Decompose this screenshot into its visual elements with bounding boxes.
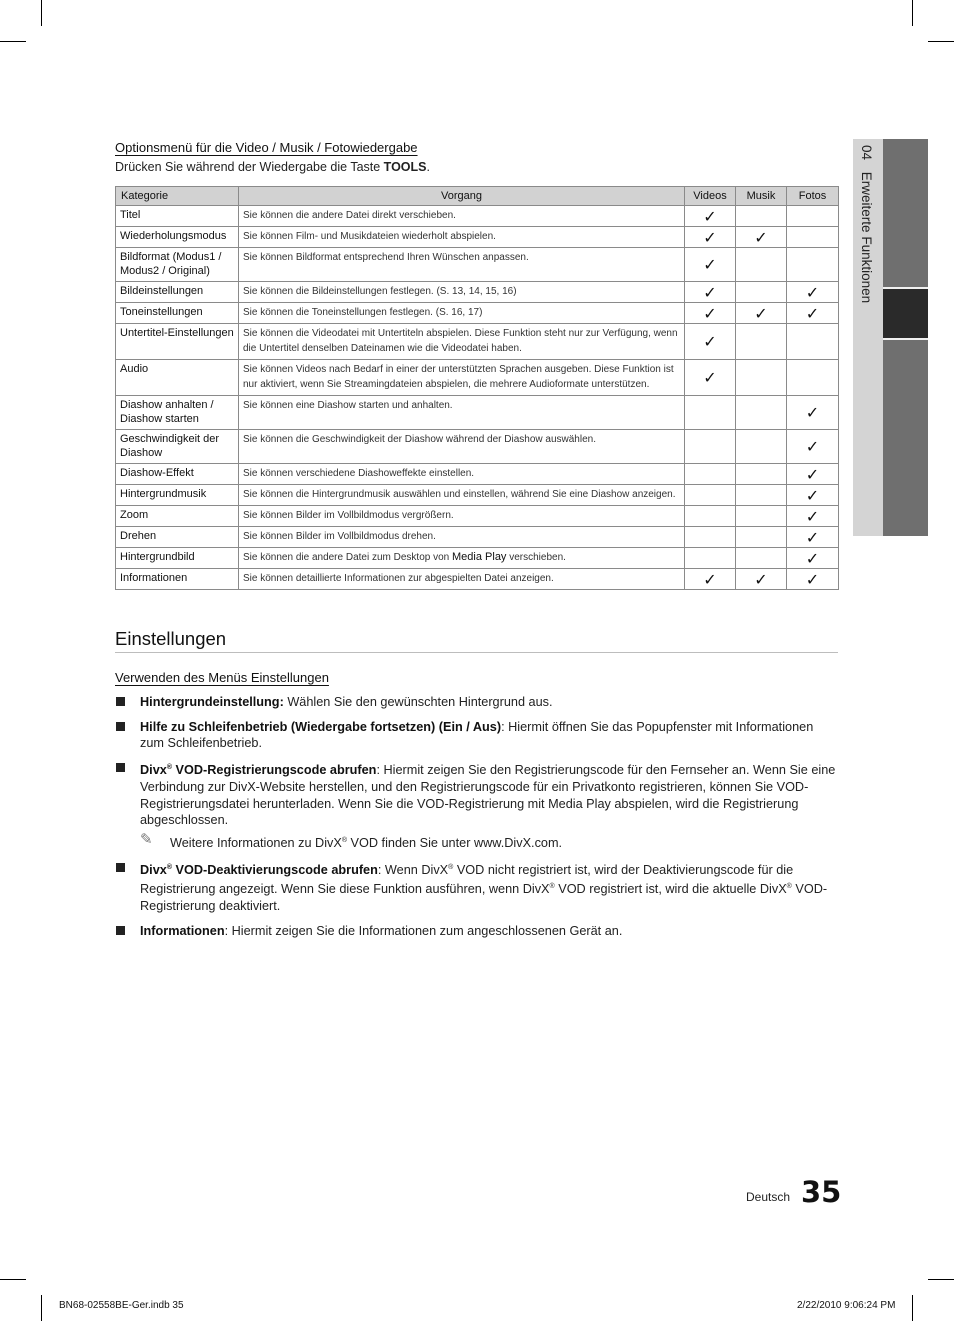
table-row (116, 569, 839, 590)
row-category: Diashow-Effekt (116, 464, 239, 485)
videos-check-empty (685, 506, 736, 527)
header-category: Kategorie (116, 187, 239, 206)
chapter-number: 04 (859, 145, 874, 161)
footer-language: Deutsch (746, 1190, 791, 1204)
photos-check-icon (787, 527, 839, 548)
photos-check-icon (787, 464, 839, 485)
intro-text: Drücken Sie während der Wiedergabe die Taste (115, 160, 384, 174)
music-check-empty (736, 206, 787, 227)
row-category: Drehen (116, 527, 239, 548)
photos-check-empty (787, 227, 839, 248)
row-description: Sie können die Hintergrundmusik auswählen und einstellen, während Sie eine Diashow anzeigen. (239, 485, 685, 506)
table-row (116, 506, 839, 527)
row-description: Sie können die Videodatei mit Untertiteln abspielen. Diese Funktion steht nur zur Verfügung, wenn die Untertitel denselben Dateinamen wie die Videodatei haben. (239, 324, 685, 360)
crop-mark (912, 0, 913, 26)
chapter-label (859, 145, 874, 303)
table-row (116, 485, 839, 506)
music-check-empty (736, 548, 787, 569)
header-procedure: Vorgang (239, 187, 685, 206)
list-item (115, 719, 838, 752)
row-description: Sie können die andere Datei zum Desktop von Media Play verschieben. (239, 548, 685, 569)
row-description: Sie können verschiedene Diashoweffekte einstellen. (239, 464, 685, 485)
videos-check-empty (685, 396, 736, 430)
photos-check-empty (787, 206, 839, 227)
music-check-icon (736, 569, 787, 590)
row-category: Audio (116, 360, 239, 396)
row-description: Sie können detaillierte Informationen zur abgespielten Datei anzeigen. (239, 569, 685, 590)
photos-check-empty (787, 324, 839, 360)
row-category: Toneinstellungen (116, 303, 239, 324)
bullet-square (116, 763, 125, 772)
table-row (116, 464, 839, 485)
item-text: : Hiermit zeigen Sie den Registrierungscode für den Fernseher an. Wenn Sie eine Verbindung zur DivX-Website herstellen, und den Registrierungscode für ein Privatkonto registrieren, können Sie VOD-Registrierungsdatei herunterladen. Wenn Sie die VOD-Registrierung mit Media Play abspielen, wird die Registrierung abgeschlossen. (140, 763, 836, 828)
music-check-empty (736, 248, 787, 282)
row-category: Untertitel-Einstellungen (116, 324, 239, 360)
photos-check-icon (787, 485, 839, 506)
table-row (116, 527, 839, 548)
row-description: Sie können Videos nach Bedarf in einer der unterstützten Sprachen ausgeben. Diese Funktion ist nur aktiviert, wenn Sie Streamingdateien abspielen, die mehrere Audioformate unterstützen. (239, 360, 685, 396)
videos-check-empty (685, 485, 736, 506)
row-category: Bildeinstellungen (116, 282, 239, 303)
videos-check-empty (685, 548, 736, 569)
settings-list (115, 694, 838, 947)
table-row (116, 396, 839, 430)
options-intro (115, 160, 430, 174)
note: ✎ Weitere Informationen zu DivX® VOD finden Sie unter www.DivX.com. (140, 830, 563, 851)
music-check-empty (736, 324, 787, 360)
row-description: Sie können Bilder im Vollbildmodus drehen. (239, 527, 685, 548)
table-row (116, 206, 839, 227)
videos-check-empty (685, 430, 736, 464)
table-row (116, 303, 839, 324)
page-number: 35 (801, 1175, 842, 1209)
videos-check-icon (685, 282, 736, 303)
videos-check-icon (685, 303, 736, 324)
chapter-side-tab (853, 139, 928, 536)
music-check-empty (736, 485, 787, 506)
header-videos: Videos (685, 187, 736, 206)
row-category: Titel (116, 206, 239, 227)
music-check-empty (736, 464, 787, 485)
options-menu-heading: Optionsmenü für die Video / Musik / Fotowiedergabe (115, 140, 418, 155)
music-check-empty (736, 396, 787, 430)
item-term: Divx® VOD-Deaktivierungscode abrufen (140, 863, 378, 878)
list-item (115, 760, 838, 852)
item-text: : Wenn DivX® VOD nicht registriert ist, wird der Deaktivierungscode für die Registrierung angezeigt. Wenn Sie diese Funktion ausführen, wenn DivX® VOD registriert ist, wird die aktuelle DivX® VOD-Registrierung deaktiviert. (140, 863, 828, 913)
chapter-marker (883, 289, 928, 338)
table-row (116, 548, 839, 569)
crop-mark (928, 1279, 954, 1280)
list-item (115, 694, 838, 711)
item-term: Hilfe zu Schleifenbetrieb (Wiedergabe fortsetzen) (Ein / Aus) (140, 719, 502, 734)
photos-check-icon (787, 282, 839, 303)
crop-mark (928, 41, 954, 42)
options-table (115, 186, 839, 590)
bullet-square (116, 697, 125, 706)
music-check-icon (736, 303, 787, 324)
list-item (115, 860, 838, 915)
music-check-empty (736, 527, 787, 548)
item-term: Informationen (140, 923, 225, 938)
table-row (116, 227, 839, 248)
print-date-info: 2/22/2010 9:06:24 PM (797, 1300, 896, 1311)
bullet-square (116, 722, 125, 731)
music-check-empty (736, 506, 787, 527)
header-photos: Fotos (787, 187, 839, 206)
videos-check-empty (685, 464, 736, 485)
intro-suffix: . (426, 160, 430, 174)
table-row (116, 282, 839, 303)
videos-check-icon (685, 569, 736, 590)
videos-check-icon (685, 227, 736, 248)
row-category: Bildformat (Modus1 / Modus2 / Original) (116, 248, 239, 282)
table-row (116, 324, 839, 360)
row-category: Informationen (116, 569, 239, 590)
table-row (116, 430, 839, 464)
music-check-empty (736, 360, 787, 396)
item-term: Divx® VOD-Registrierungscode abrufen (140, 763, 377, 778)
item-text: Wählen Sie den gewünschten Hintergrund aus. (283, 695, 553, 709)
photos-check-empty (787, 248, 839, 282)
row-description: Sie können die Geschwindigkeit der Diashow während der Diashow auswählen. (239, 430, 685, 464)
row-category: Wiederholungsmodus (116, 227, 239, 248)
item-text: : Hiermit öffnen Sie das Popupfenster mit Informationen zum Schleifenbetrieb. (140, 719, 814, 751)
crop-mark (41, 0, 42, 26)
photos-check-icon (787, 430, 839, 464)
crop-mark (0, 41, 26, 42)
item-term: Hintergrundeinstellung: (140, 695, 284, 709)
photos-check-icon (787, 506, 839, 527)
videos-check-icon (685, 324, 736, 360)
row-category: Hintergrundmusik (116, 485, 239, 506)
crop-mark (0, 1279, 26, 1280)
row-category: Geschwindigkeit der Diashow (116, 430, 239, 464)
chapter-title: Erweiterte Funktionen (859, 171, 874, 304)
videos-check-empty (685, 527, 736, 548)
crop-mark (912, 1295, 913, 1321)
videos-check-icon (685, 248, 736, 282)
row-category: Hintergrundbild (116, 548, 239, 569)
photos-check-icon (787, 303, 839, 324)
print-file-info: BN68-02558BE-Ger.indb 35 (59, 1300, 184, 1311)
photos-check-empty (787, 360, 839, 396)
settings-subheading: Verwenden des Menüs Einstellungen (115, 670, 329, 685)
videos-check-icon (685, 206, 736, 227)
settings-title: Einstellungen (115, 628, 838, 653)
table-header-row (116, 187, 839, 206)
photos-check-icon (787, 396, 839, 430)
table-row (116, 360, 839, 396)
row-description: Sie können Film- und Musikdateien wiederholt abspielen. (239, 227, 685, 248)
row-category: Diashow anhalten / Diashow starten (116, 396, 239, 430)
music-check-empty (736, 430, 787, 464)
bullet-square (116, 863, 125, 872)
list-item (115, 923, 838, 940)
row-description: Sie können die Toneinstellungen festlegen. (S. 16, 17) (239, 303, 685, 324)
crop-mark (41, 1295, 42, 1321)
row-description: Sie können Bildformat entsprechend Ihren Wünschen anpassen. (239, 248, 685, 282)
photos-check-icon (787, 569, 839, 590)
music-check-icon (736, 227, 787, 248)
row-description: Sie können eine Diashow starten und anhalten. (239, 396, 685, 430)
row-description: Sie können Bilder im Vollbildmodus vergrößern. (239, 506, 685, 527)
pencil-icon: ✎ (140, 830, 153, 849)
item-text: : Hiermit zeigen Sie die Informationen zum angeschlossenen Gerät an. (224, 923, 623, 938)
header-music: Musik (736, 187, 787, 206)
row-category: Zoom (116, 506, 239, 527)
row-description: Sie können die Bildeinstellungen festlegen. (S. 13, 14, 15, 16) (239, 282, 685, 303)
bullet-square (116, 926, 125, 935)
row-description: Sie können die andere Datei direkt verschieben. (239, 206, 685, 227)
table-row (116, 248, 839, 282)
music-check-empty (736, 282, 787, 303)
photos-check-icon (787, 548, 839, 569)
videos-check-icon (685, 360, 736, 396)
tools-key: TOOLS (383, 160, 427, 174)
